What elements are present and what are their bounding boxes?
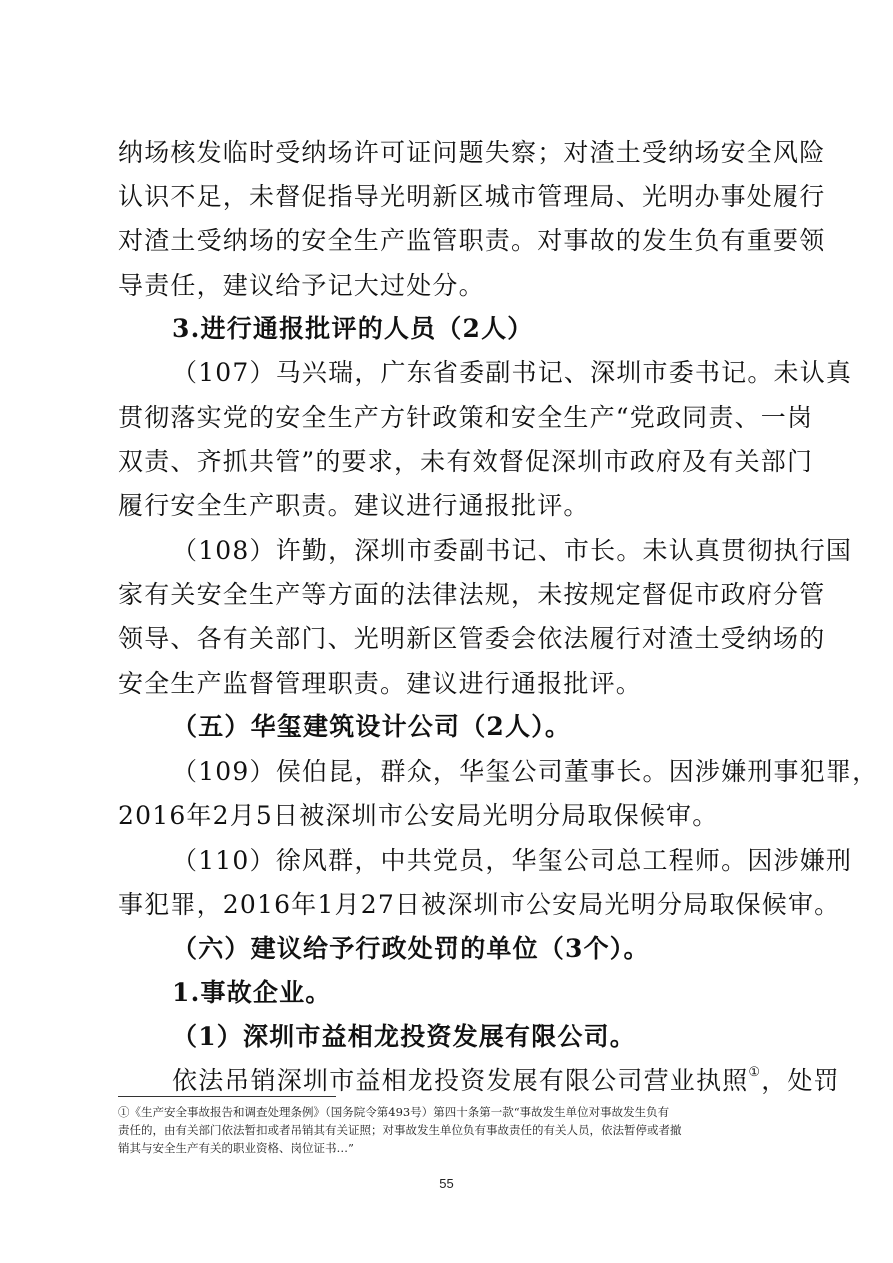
section-heading: （1）深圳市益相龙投资发展有限公司。 [172, 1022, 636, 1051]
footnote-reference[interactable]: ① [748, 1065, 762, 1080]
section-heading: （五）华玺建筑设计公司（2人）。 [172, 712, 572, 741]
body-line: 2016年2月5日被深圳市公安局光明分局取保候审。 [118, 801, 719, 830]
body-line: 导责任，建议给予记大过处分。 [118, 271, 485, 300]
body-line-text: ，处罚 [761, 1066, 840, 1095]
body-line: 事犯罪，2016年1月27日被深圳市公安局光明分局取保候审。 [118, 890, 841, 919]
footnote-line: 销其与安全生产有关的职业资格、岗位证书…” [118, 1141, 354, 1155]
body-line: （110）徐风群，中共党员，华玺公司总工程师。因涉嫌刑 [172, 846, 853, 875]
body-line: （107）马兴瑞，广东省委副书记、深圳市委书记。未认真 [172, 358, 853, 387]
body-line: 纳场核发临时受纳场许可证问题失察；对渣土受纳场安全风险 [118, 138, 826, 167]
body-line: 履行安全生产职责。建议进行通报批评。 [118, 491, 590, 520]
body-line: 贯彻落实党的安全生产方针政策和安全生产“党政同责、一岗 [118, 403, 814, 432]
footnote-line: ①《生产安全事故报告和调查处理条例》（国务院令第493号）第四十条第一款“事故发生单位对事故发生负有 [118, 1105, 670, 1119]
body-line: （108）许勤，深圳市委副书记、市长。未认真贯彻执行国 [172, 536, 853, 565]
footnote-line: 责任的，由有关部门依法暂扣或者吊销其有关证照；对事故发生单位负有事故责任的有关人员，依法暂停或者撤 [118, 1123, 682, 1137]
footnote-divider [118, 1096, 336, 1097]
body-line: （109）侯伯昆，群众，华玺公司董事长。因涉嫌刑事犯罪， [172, 757, 879, 786]
section-heading: 1.事故企业。 [172, 978, 332, 1007]
section-heading: （六）建议给予行政处罚的单位（3个）。 [172, 934, 650, 963]
page-number: 55 [439, 1176, 454, 1191]
body-line: 双责、齐抓共管”的要求，未有效督促深圳市政府及有关部门 [118, 447, 814, 476]
body-line [172, 1066, 840, 1096]
body-line: 对渣土受纳场的安全生产监管职责。对事故的发生负有重要领 [118, 226, 826, 255]
body-line: 家有关安全生产等方面的法律法规，未按规定督促市政府分管 [118, 580, 826, 609]
body-line: 认识不足，未督促指导光明新区城市管理局、光明办事处履行 [118, 182, 826, 211]
section-heading: 3.进行通报批评的人员（2人） [172, 314, 534, 343]
body-line: 领导、各有关部门、光明新区管委会依法履行对渣土受纳场的 [118, 624, 826, 653]
body-line: 安全生产监督管理职责。建议进行通报批评。 [118, 669, 643, 698]
body-line-text: 依法吊销深圳市益相龙投资发展有限公司营业执照 [172, 1066, 749, 1095]
